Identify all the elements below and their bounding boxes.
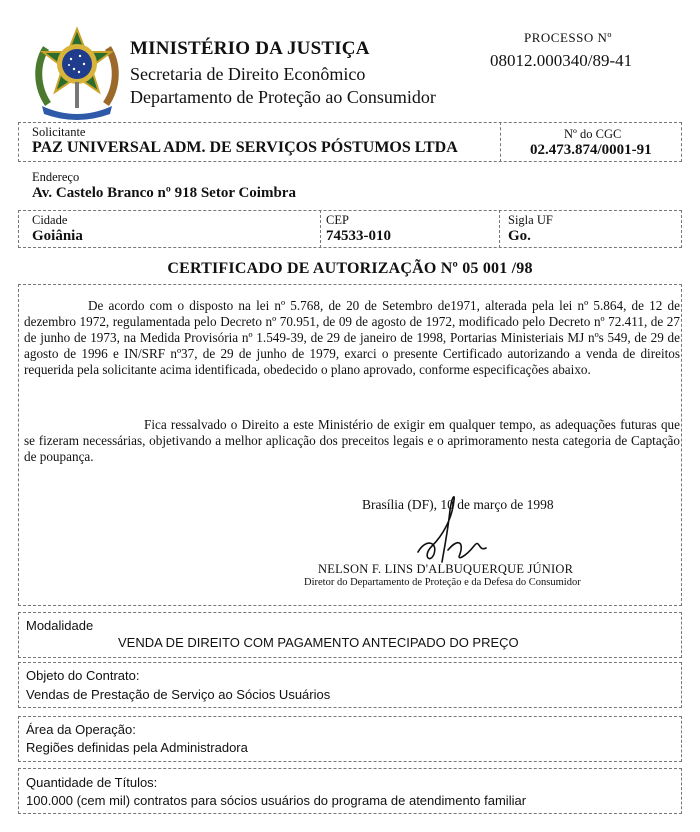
modalidade-label: Modalidade <box>26 618 94 633</box>
modalidade-value: VENDA DE DIREITO COM PAGAMENTO ANTECIPADO DO PREÇO <box>118 635 519 650</box>
endereco-value: Av. Castelo Branco nº 918 Setor Coimbra <box>32 185 296 201</box>
secretariat-name: Secretaria de Direito Econômico <box>130 64 366 84</box>
uf-value: Go. <box>508 228 531 244</box>
signature-icon <box>408 490 492 570</box>
process-label: PROCESSO Nº <box>524 30 612 45</box>
area-value: Regiões definidas pela Administradora <box>26 740 248 755</box>
objeto-value: Vendas de Prestação de Serviço ao Sócios Usuários <box>26 687 331 702</box>
solicitante-label: Solicitante <box>32 125 86 139</box>
cgc-value: 02.473.874/0001-91 <box>530 142 652 158</box>
cidade-value: Goiânia <box>32 228 83 244</box>
cidade-label: Cidade <box>32 213 68 227</box>
ministry-title: MINISTÉRIO DA JUSTIÇA <box>130 38 370 59</box>
uf-label: Sigla UF <box>508 213 553 227</box>
certificate-paragraph-1: De acordo com o disposto na lei nº 5.768, de 20 de Setembro de1971, alterada pela lei nº 5.864, de 12 de dezembro 1972, regulamentada pelo Decreto nº 70.951, de 09 de agosto de 1972, modificado pelo Decreto nº 72.411, de 27 de junho de 1973, na Medida Provisória nº 1.549-39, de 29 de janeiro de 1998, Portarias Ministeriais MJ nºs 549, de 29 de agosto de 1996 e IN/SRF nº37, de 29 de junho de 1979, exarci o presente Certificado autorizando a venda de direitos requerida pela solicitante acima identificada, obedecido o plano aprovado, conforme especificações abaixo. <box>24 298 680 377</box>
endereco-label: Endereço <box>32 170 80 184</box>
signer-name: NELSON F. LINS D'ALBUQUERQUE JÚNIOR <box>318 562 574 576</box>
coat-of-arms-icon <box>34 26 120 120</box>
process-number: 08012.000340/89-41 <box>490 51 633 70</box>
signer-role: Diretor do Departamento de Proteção e da Defesa do Consumidor <box>304 577 581 588</box>
cep-label: CEP <box>326 213 349 227</box>
quantidade-label: Quantidade de Títulos: <box>26 775 158 790</box>
quantidade-value: 100.000 (cem mil) contratos para sócios usuários do programa de atendimento familiar <box>26 793 527 808</box>
issue-date: Brasília (DF), 10 de março de 1998 <box>362 497 554 512</box>
certificate-paragraph-2: Fica ressalvado o Direito a este Ministério de exigir em qualquer tempo, as adequações futuras que se fizeram necessárias, objetivando a melhor aplicação dos preceitos legais e o aprimoramento nesta categoria de Captação de poupança. <box>24 417 680 464</box>
solicitante-value: PAZ UNIVERSAL ADM. DE SERVIÇOS PÓSTUMOS LTDA <box>32 139 458 156</box>
department-name: Departamento de Proteção ao Consumidor <box>130 87 436 107</box>
cep-value: 74533-010 <box>326 228 391 244</box>
area-label: Área da Operação: <box>26 722 136 737</box>
certificate-title: CERTIFICADO DE AUTORIZAÇÃO Nº 05 001 /98 <box>167 260 533 277</box>
objeto-label: Objeto do Contrato: <box>26 668 140 683</box>
cgc-label: Nº do CGC <box>564 127 622 141</box>
